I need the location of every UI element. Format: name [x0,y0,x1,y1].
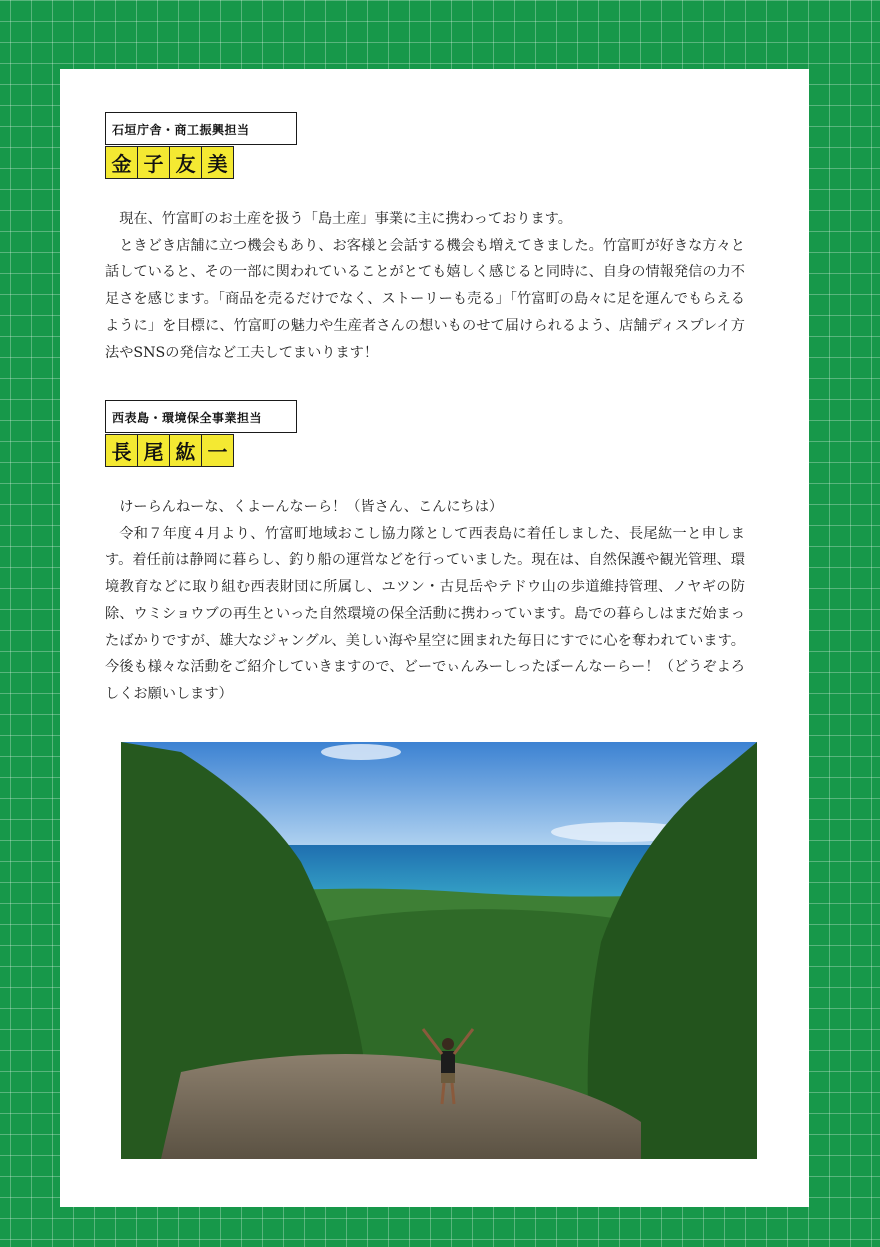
role-label-1: 石垣庁舎・商工振興担当 [105,112,297,145]
body-text-1 [105,206,745,366]
name-char: 一 [201,434,234,467]
name-char: 紘 [169,434,202,467]
paragraph: ときどき店舗に立つ機会もあり、お客様と会話する機会も増えてきました。竹富町が好きな方々と話していると、その一部に関われていることがとても嬉しく感じると同時に、自身の情報発信の力不足さを感じます。「商品を売るだけでなく、ストーリーも売る」「竹富町の島々に足を運んでもらえるように」を目標に、竹富町の魅力や生産者さんの想いものせて届けられるよう、店舗ディスプレイ方法やSNSの発信など工夫してまいります！ [105,237,745,361]
paragraph: 令和７年度４月より、竹富町地域おこし協力隊として西表島に着任しました、長尾紘一と申します。着任前は静岡に暮らし、釣り船の運営などを行っていました。現在は、自然保護や観光管理、環境教育などに取り組む西表財団に所属し、ユツン・古見岳やテドウ山の歩道維持管理、ノヤギの防除、ウミショウブの再生といった自然環境の保全活動に携わっています。島での暮らしはまだ始まったばかりですが、雄大なジャングル、美しい海や星空に囲まれた毎日にすでに心を奪われています。今後も様々な活動をご紹介していきますので、どーでぃんみーしったぼーんなーらー！（どうぞよろしくお願いします） [105,525,745,702]
name-char: 金 [105,146,138,179]
paragraph: けーらんねーな、くよーんなーら！（皆さん、こんにちは） [119,499,504,515]
body-text-2 [105,494,745,708]
article-page [60,69,809,1207]
landscape-illustration [121,742,757,1159]
name-block-2 [105,434,233,467]
name-block-1 [105,146,233,179]
name-char: 美 [201,146,234,179]
name-char: 長 [105,434,138,467]
name-char: 尾 [137,434,170,467]
role-label-2: 西表島・環境保全事業担当 [105,400,297,433]
landscape-photo [121,742,757,1159]
name-char: 友 [169,146,202,179]
name-char: 子 [137,146,170,179]
paragraph: 現在、竹富町のお土産を扱う「島土産」事業に主に携わっております。 [119,211,572,227]
